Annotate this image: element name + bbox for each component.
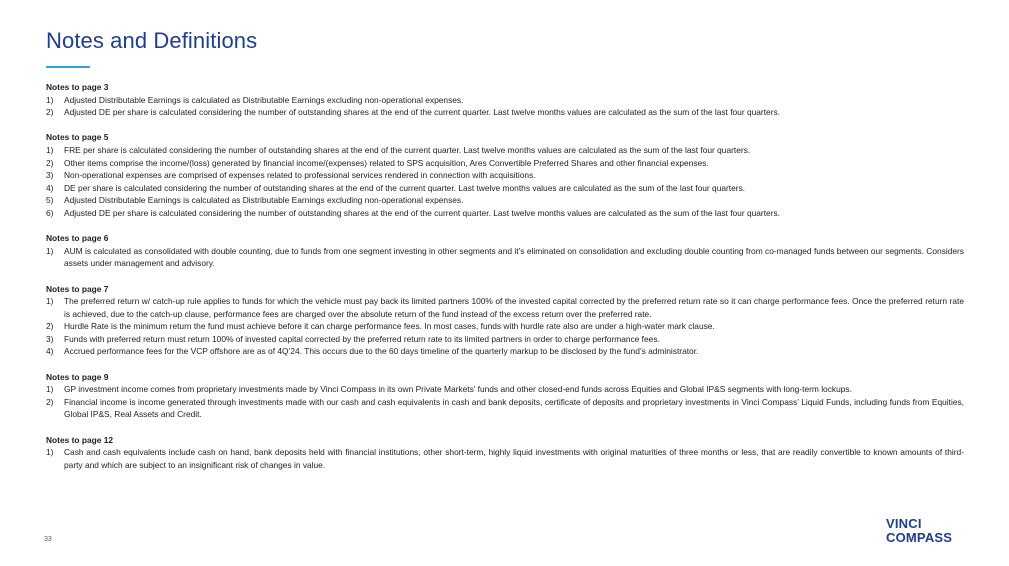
note-item [46, 345, 964, 358]
note-item [46, 383, 964, 396]
note-number: 4) [46, 346, 54, 357]
note-text: Financial income is income generated through investments made with our cash and cash equivalents in cash and bank deposits, certificate of deposits and proprietary investments in Vinci Compass’ Liquid Funds, including funds from Equities, Global IP&S, Real Assets and Credit. [64, 396, 964, 420]
section-title: Notes to page 3 [46, 82, 109, 92]
note-text: Hurdle Rate is the minimum return the fund must achieve before it can charge performance fees. In most cases, funds with hurdle rate also are under a high-water mark clause. [64, 321, 715, 332]
note-item [46, 333, 964, 346]
note-text: Other items comprise the income/(loss) generated by financial income/(expenses) related to SPS acquisition, Ares Convertible Preferred Shares and other financial expenses. [64, 157, 709, 168]
section-title: Notes to page 12 [46, 434, 114, 445]
section-title: Notes to page 6 [46, 233, 109, 244]
note-text: Cash and cash equivalents include cash on hand, bank deposits held with financial institutions, other short-term, highly liquid investments with original maturities of three months or less, that are readily convertible to known amounts of third-party and which are subject to an insignificant risk of changes in value. [64, 447, 964, 470]
notes-section [46, 371, 964, 421]
note-item [46, 320, 964, 333]
notes-section [46, 434, 964, 472]
note-item [46, 446, 964, 471]
note-item [46, 157, 964, 170]
note-number: 3) [46, 333, 54, 344]
note-item [46, 245, 964, 270]
title-underline [46, 66, 90, 68]
section-title: Notes to page 9 [46, 371, 109, 382]
note-number: 1) [46, 384, 54, 395]
note-text: Adjusted DE per share is calculated considering the number of outstanding shares at the end of the current quarter. Last twelve months values are calculated as the sum of the last four quarters. [64, 107, 781, 118]
notes-section [46, 283, 964, 359]
note-item [46, 94, 964, 107]
page-title: Notes and Definitions [46, 28, 258, 53]
note-number: 1) [46, 144, 54, 155]
note-text: GP investment income comes from proprietary investments made by Vinci Compass in its own Private Markets’ funds and other closed-end funds across Equities and Global IP&S segments with long-term lockups. [64, 384, 852, 395]
note-text: Adjusted DE per share is calculated considering the number of outstanding shares at the end of the current quarter. Last twelve months values are calculated as the sum of the last four quarters. [64, 207, 781, 218]
note-text: Accrued performance fees for the VCP offshore are as of 4Q’24. This occurs due to the 60 days timeline of the quarterly markup to be disclosed by the fund’s administrator. [64, 346, 699, 357]
note-text: AUM is calculated as consolidated with double counting, due to funds from one segment investing in other segments and it’s eliminated on consolidation and excluding double counting from co-managed funds between our segments. Considers assets under management and advisory. [64, 245, 964, 269]
note-text: The preferred return w/ catch-up rule applies to funds for which the vehicle must pay back its limited partners 100% of the invested capital corrected by the preferred return rate so it can charge performance fees. Once the preferred return rate is achieved, due to the catch-up clause, performance fees are charged over the absolute return of the fund instead of the excess return over the preferred rate. [64, 296, 964, 319]
notes-section [46, 232, 964, 270]
section-title: Notes to page 7 [46, 283, 109, 294]
note-text: Adjusted Distributable Earnings is calculated as Distributable Earnings excluding non-operational expenses. [64, 195, 464, 206]
note-number: 2) [46, 396, 54, 407]
note-item [46, 169, 964, 182]
note-text: FRE per share is calculated considering the number of outstanding shares at the end of the current quarter. Last twelve months values are calculated as the sum of the last four quarters. [64, 144, 751, 155]
note-text: Adjusted Distributable Earnings is calculated as Distributable Earnings excluding non-operational expenses. [64, 94, 464, 105]
notes-section [46, 131, 964, 219]
section-title: Notes to page 5 [46, 132, 109, 143]
company-logo [886, 517, 952, 544]
note-item [46, 106, 964, 119]
logo-line-1: VINCI [886, 516, 922, 531]
note-number: 6) [46, 207, 54, 218]
note-number: 5) [46, 195, 54, 206]
note-number: 1) [46, 94, 54, 105]
notes-container [46, 81, 964, 484]
note-number: 1) [46, 296, 54, 307]
note-text: DE per share is calculated considering the number of outstanding shares at the end of the current quarter. Last twelve months values are calculated as the sum of the last four quarters. [64, 182, 746, 193]
notes-section [46, 81, 964, 119]
note-item [46, 396, 964, 421]
note-item [46, 207, 964, 220]
note-item [46, 194, 964, 207]
note-number: 4) [46, 182, 54, 193]
note-number: 2) [46, 157, 54, 168]
note-item [46, 295, 964, 320]
logo-line-2: COMPASS [886, 529, 953, 545]
note-number: 2) [46, 321, 54, 332]
note-number: 1) [46, 447, 54, 458]
page-number: 33 [44, 536, 52, 543]
note-number: 2) [46, 107, 54, 118]
note-item [46, 144, 964, 157]
note-number: 1) [46, 245, 54, 256]
note-text: Funds with preferred return must return 100% of invested capital corrected by the preferred return rate to its limited partners in order to charge performance fees. [64, 333, 660, 344]
note-text: Non-operational expenses are comprised of expenses related to professional services rendered in connection with acquisitions. [64, 170, 536, 181]
note-number: 3) [46, 170, 54, 181]
note-item [46, 182, 964, 195]
